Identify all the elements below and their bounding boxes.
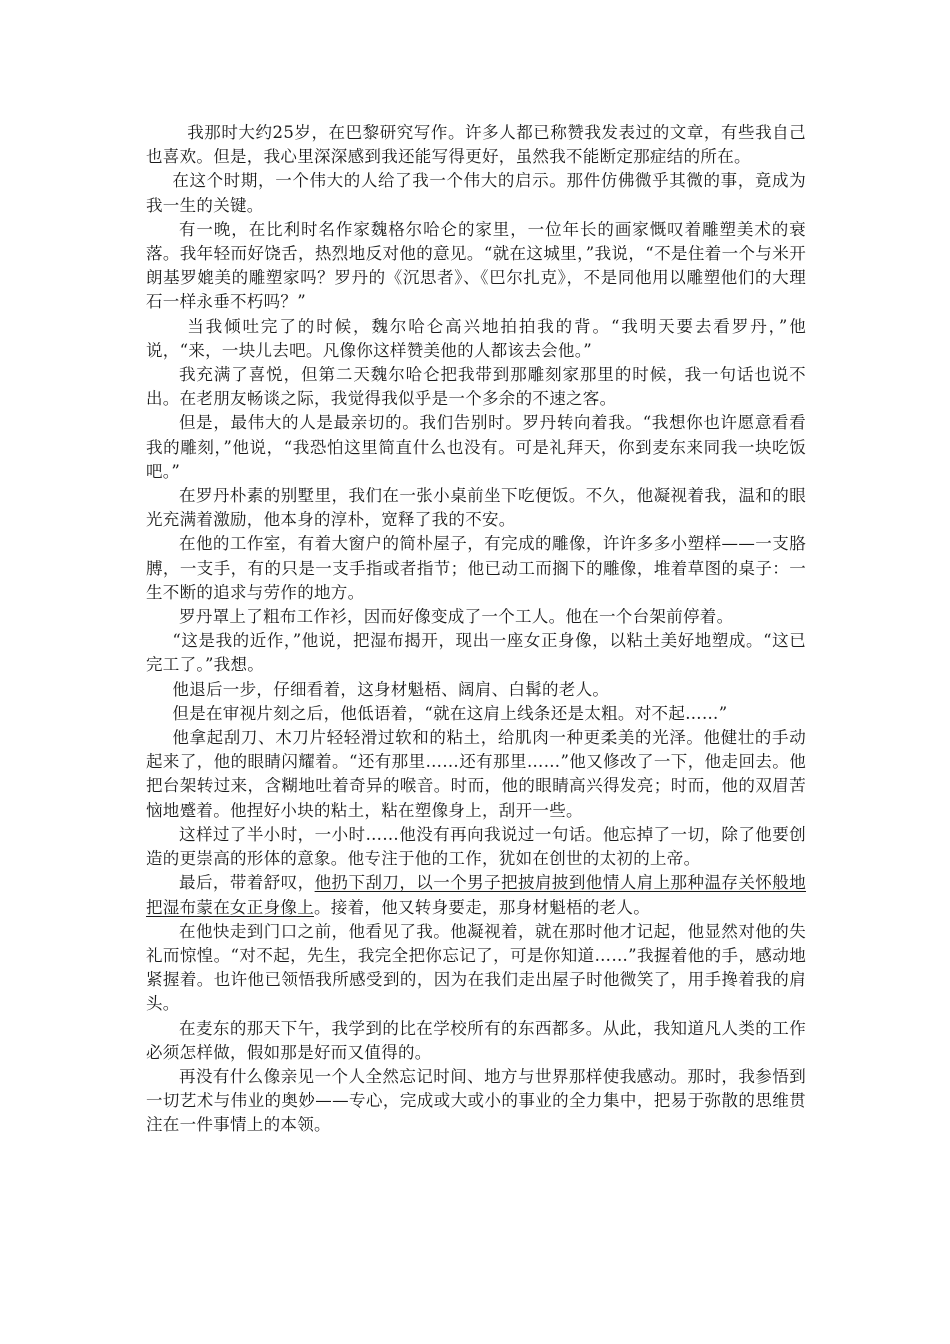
paragraph-5: 我充满了喜悦，但第二天魏尔哈仑把我带到那雕刻家那里的时候，我一句话也说不出。在老朋友畅谈之际，我觉得我似乎是一个多余的不速之客。 [146, 365, 806, 409]
paragraph-6: 但是，最伟大的人是最亲切的。我们告别时。罗丹转向着我。“我想你也许愿意看看我的雕刻，”他说，“我恐怕这里简直什么也没有。可是礼拜天，你到麦东来同我一块吃饭吧。” [146, 413, 806, 481]
paragraph-13: 他拿起刮刀、木刀片轻轻滑过软和的粘土，给肌肉一种更柔美的光泽。他健壮的手动起来了，他的眼睛闪耀着。“还有那里……还有那里……”他又修改了一下，他走回去。他把台架转过来，含糊地吐着奇异的喉音。时而，他的眼睛高兴得发亮；时而，他的双眉苦恼地蹙着。他捏好小块的粘土，粘在塑像身上，刮开一些。 [146, 728, 806, 820]
paragraph-12: 但是在审视片刻之后，他低语着，“就在这肩上线条还是太粗。对不起……” [172, 703, 728, 723]
paragraph-8: 在他的工作室，有着大窗户的简朴屋子，有完成的雕像，许许多多小塑样——一支胳膊，一支手，有的只是一支手指或者指节；他已动工而搁下的雕像，堆着草图的桌子：一生不断的追求与劳作的地方。 [146, 534, 806, 602]
paragraph-9: 罗丹罩上了粗布工作衫，因而好像变成了一个工人。他在一个台架前停着。 [179, 607, 734, 627]
paragraph-7: 在罗丹朴素的别墅里，我们在一张小桌前坐下吃便饭。不久，他凝视着我，温和的眼光充满着激励，他本身的淳朴，宽释了我的不安。 [146, 486, 806, 530]
paragraph-10: “这是我的近作，”他说，把湿布揭开，现出一座女正身像，以粘土美好地塑成。“这已完工了。”我想。 [146, 631, 806, 675]
document-body [146, 121, 806, 1138]
paragraph-1: 我那时大约25岁，在巴黎研究写作。许多人都已称赞我发表过的文章，有些我自己也喜欢。但是，我心里深深感到我还能写得更好，虽然我不能断定那症结的所在。 [146, 123, 806, 167]
paragraph-16: 在他快走到门口之前，他看见了我。他凝视着，就在那时他才记起，他显然对他的失礼而惊惶。“对不起，先生，我完全把你忘记了，可是你知道……”我握着他的手，感动地紧握着。也许他已领悟我所感受到的，因为在我们走出屋子时他微笑了，用手搀着我的肩头。 [146, 921, 806, 1014]
paragraph-4: 当我倾吐完了的时候，魏尔哈仑高兴地拍拍我的背。“我明天要去看罗丹，”他说，“来，一块儿去吧。凡像你这样赞美他的人都该去会他。” [146, 316, 806, 360]
paragraph-14: 这样过了半小时，一小时……他没有再向我说过一句话。他忘掉了一切，除了他要创造的更崇高的形体的意象。他专注于他的工作，犹如在创世的太初的上帝。 [146, 824, 806, 869]
paragraph-15-tail: 。接着，他又转身要走，那身材魁梧的老人。 [314, 897, 650, 917]
paragraph-18: 再没有什么像亲见一个人全然忘记时间、地方与世界那样使我感动。那时，我参悟到一切艺术与伟业的奥妙——专心，完成或大或小的事业的全力集中，把易于弥散的思维贯注在一件事情上的本领。 [146, 1066, 806, 1135]
paragraph-17: 在麦东的那天下午，我学到的比在学校所有的东西都多。从此，我知道凡人类的工作必须怎样做，假如那是好而又值得的。 [146, 1018, 806, 1062]
paragraph-11: 他退后一步，仔细看着，这身材魁梧、阔肩、白髯的老人。 [172, 679, 610, 699]
paragraph-15-lead: 最后，带着舒叹， [179, 873, 315, 893]
paragraph-2: 在这个时期，一个伟大的人给了我一个伟大的启示。那件仿佛微乎其微的事，竟成为我一生的关键。 [146, 171, 806, 215]
paragraph-15 [146, 871, 806, 919]
underlined-sentence: 他扔下刮刀，以一个男子把披肩披到他情人肩上那种温存关怀般地把湿布蒙在女正身像上 [146, 873, 807, 917]
paragraph-3: 有一晚，在比利时名作家魏格尔哈仑的家里，一位年长的画家慨叹着雕塑美术的衰落。我年轻而好饶舌，热烈地反对他的意见。“就在这城里，”我说，“不是住着一个与米开朗基罗媲美的雕塑家吗？罗丹的《沉思者》、《巴尔扎克》，不是同他用以雕塑他们的大理石一样永垂不朽吗？” [146, 219, 806, 312]
